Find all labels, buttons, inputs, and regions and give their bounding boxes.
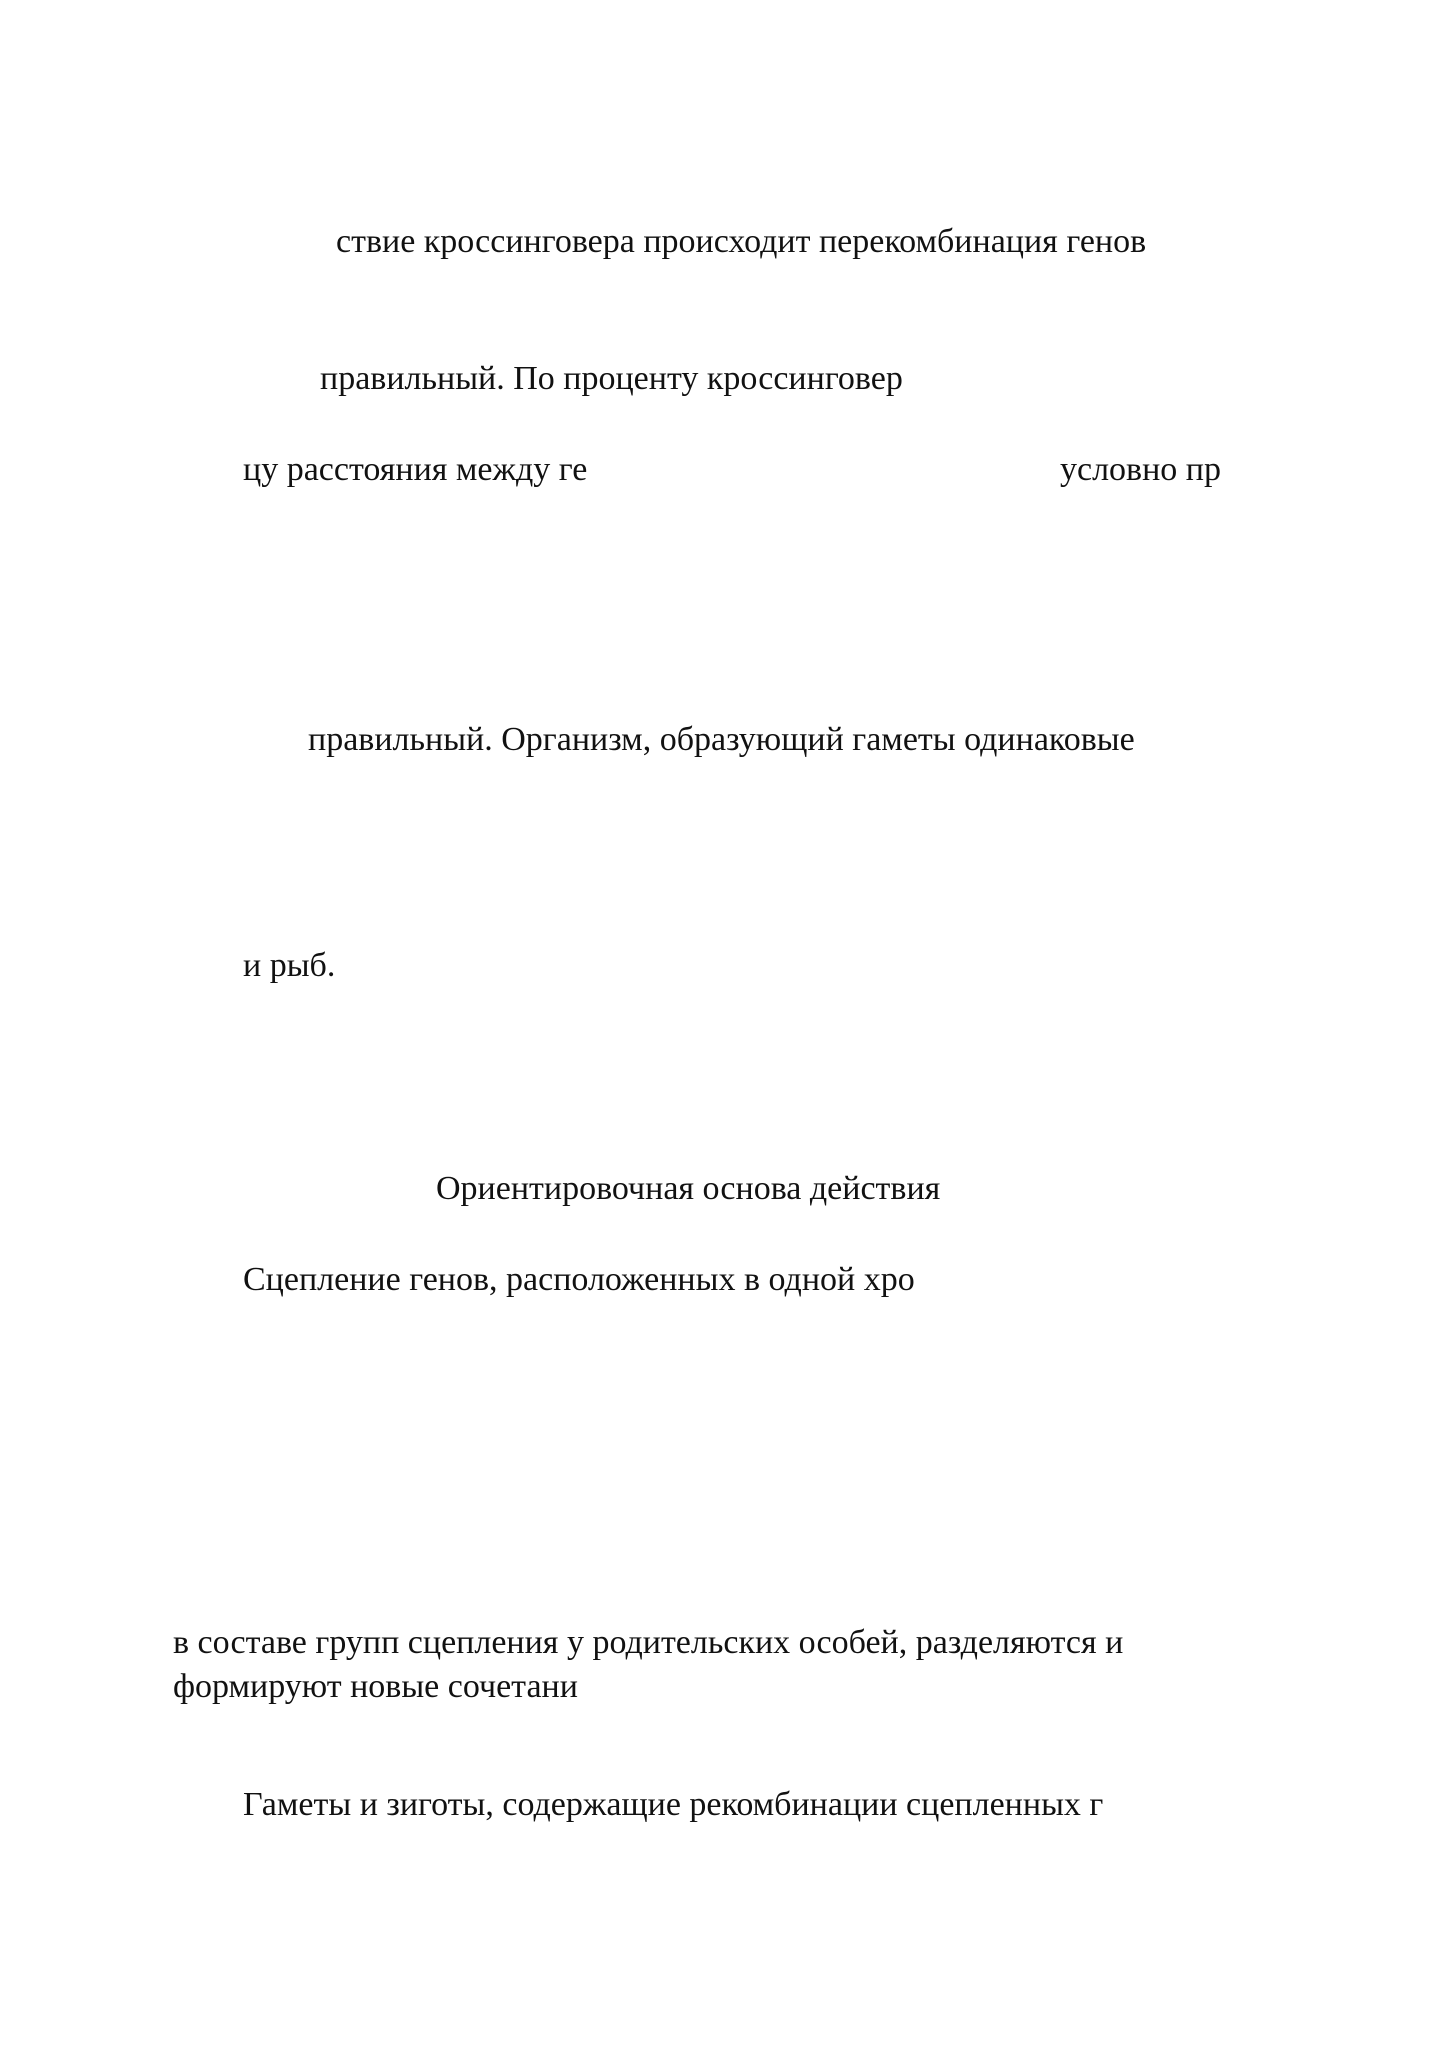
- text-fragment-crossing-over: ствие кроссинговера происходит перекомбинация генов: [336, 223, 1147, 260]
- text-fragment-distance-between-genes: цу расстояния между ге: [243, 451, 588, 488]
- text-fragment-percent-crossover: правильный. По проценту кроссинговер: [320, 360, 903, 397]
- text-fragment-organism-gametes: правильный. Организм, образующий гаметы одинаковые: [308, 721, 1135, 758]
- section-heading: Ориентировочная основа действия: [436, 1170, 941, 1207]
- text-fragment-conditionally: условно пр: [1060, 451, 1222, 488]
- text-fragment-and-fish: и рыб.: [243, 947, 336, 984]
- paragraph-gene-linkage: Сцепление генов, расположенных в одной хро: [243, 1261, 915, 1298]
- paragraph-linkage-groups-line-1: в составе групп сцепления у родительских особей, разделяются и: [173, 1624, 1124, 1661]
- paragraph-gametes-zygotes: Гаметы и зиготы, содержащие рекомбинации сцепленных г: [243, 1786, 1104, 1823]
- paragraph-linkage-groups-line-2: формируют новые сочетани: [173, 1668, 578, 1705]
